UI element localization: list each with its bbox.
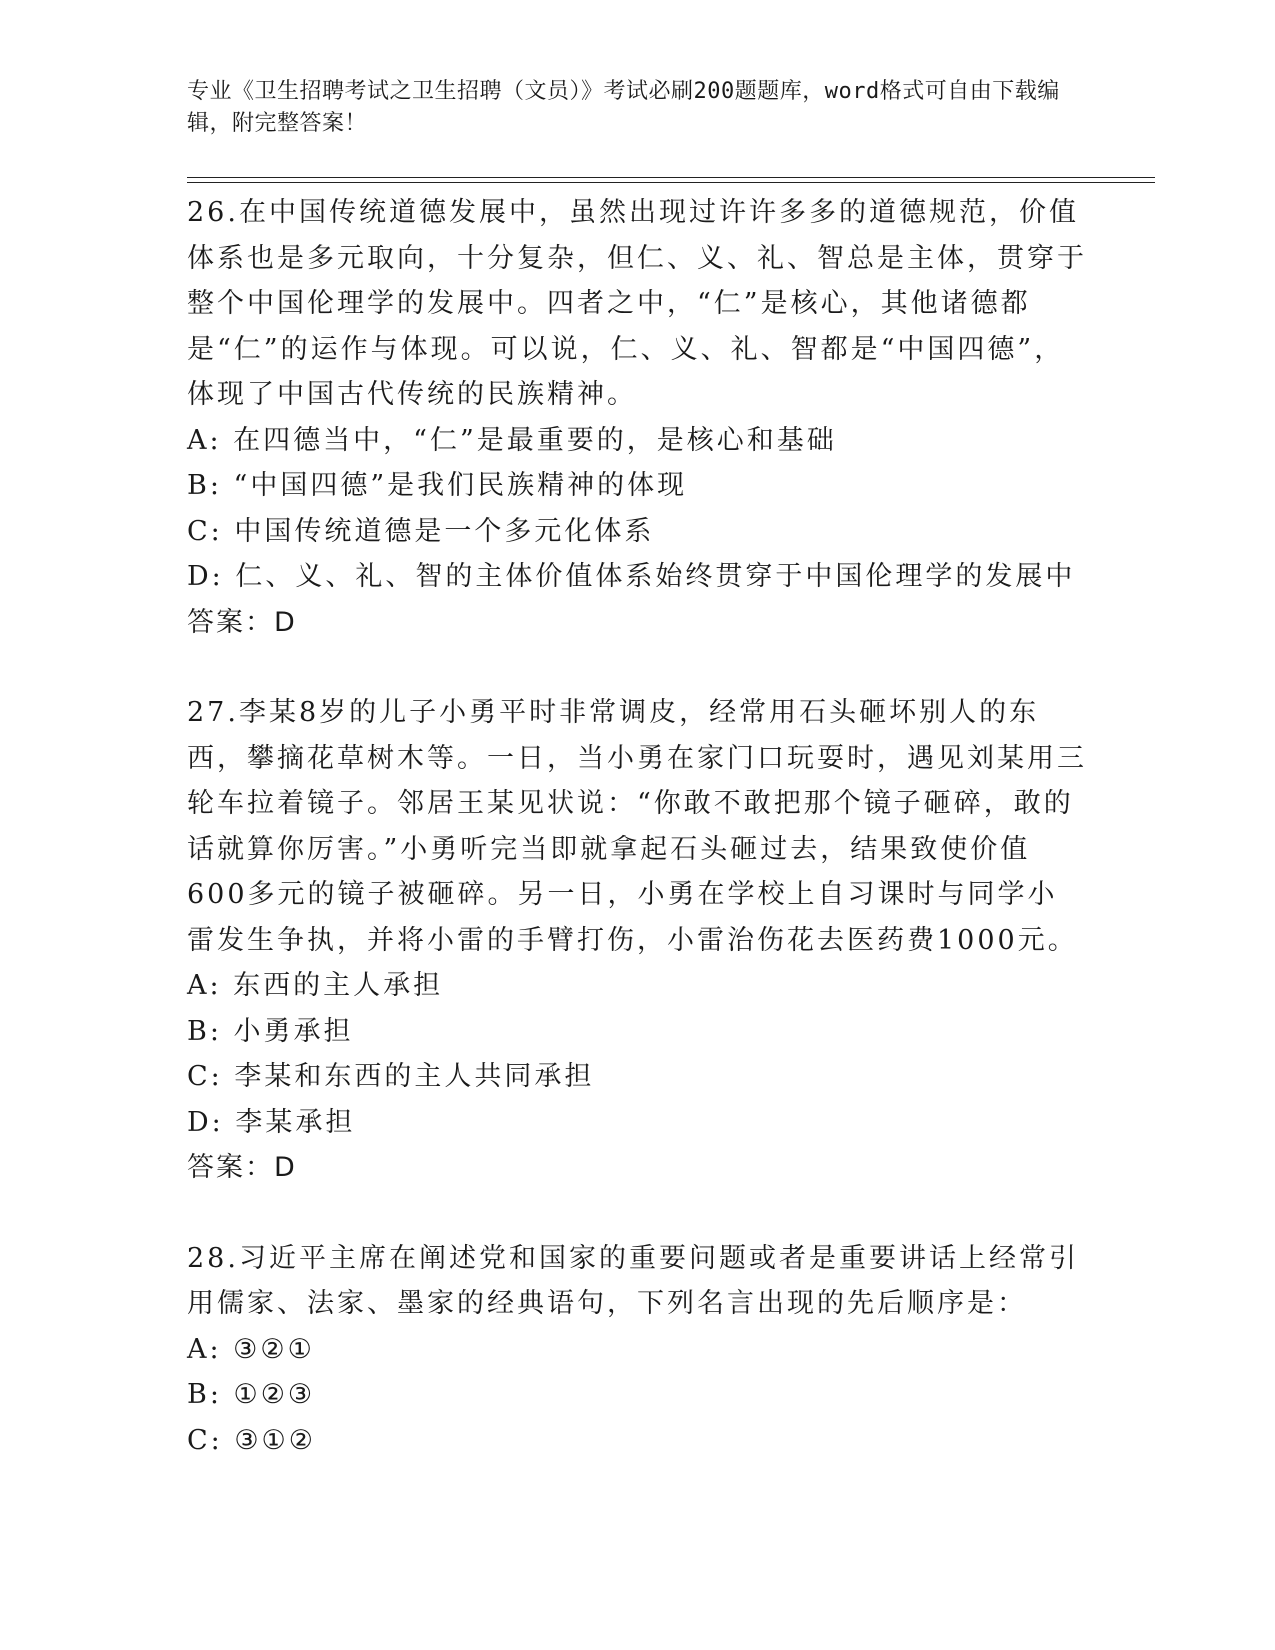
question-stem: 26.在中国传统道德发展中，虽然出现过许许多多的道德规范，价值体系也是多元取向，十分复杂，但仁、义、礼、智总是主体，贯穿于整个中国伦理学的发展中。四者之中，“仁”是核心，其他诸德都是“仁”的运作与体现。可以说，仁、义、礼、智都是“中国四德”，体现了中国古代传统的民族精神。: [187, 197, 1087, 410]
option-a: A: 在四德当中，“仁”是最重要的，是核心和基础: [187, 424, 837, 456]
document-header: 专业《卫生招聘考试之卫生招聘（文员）》考试必刷200题题库，word格式可自由下载编辑，附完整答案！: [187, 79, 1060, 136]
option-b: B: 小勇承担: [187, 1015, 354, 1047]
option-c: C: ③①②: [187, 1424, 316, 1456]
question-27: [187, 690, 1087, 1191]
question-28: [187, 1236, 1087, 1464]
option-b: B: “中国四德”是我们民族精神的体现: [187, 470, 688, 501]
question-list: [187, 190, 1087, 1508]
option-c: C: 李某和东西的主人共同承担: [187, 1061, 595, 1092]
option-a: A: ③②①: [187, 1333, 315, 1365]
option-b: B: ①②③: [187, 1379, 316, 1410]
question-stem: 27.李某8岁的儿子小勇平时非常调皮，经常用石头砸坏别人的东西，攀摘花草树木等。一日，当小勇在家门口玩耍时，遇见刘某用三轮车拉着镜子。邻居王某见状说：“你敢不敢把那个镜子砸碎，敢的话就算你厉害。”小勇听完当即就拿起石头砸过去，结果致使价值600多元的镜子被砸碎。另一日，小勇在学校上自习课时与同学小雷发生争执，并将小雷的手臂打伤，小雷治伤花去医药费1000元。: [187, 697, 1087, 956]
question-stem: 28.习近平主席在阐述党和国家的重要问题或者是重要讲话上经常引用儒家、法家、墨家的经典语句，下列名言出现的先后顺序是：: [187, 1242, 1079, 1319]
answer-text: 答案：D: [187, 606, 297, 638]
option-c: C: 中国传统道德是一个多元化体系: [187, 515, 655, 547]
answer-text: 答案：D: [187, 1152, 297, 1183]
option-d: D: 李某承担: [187, 1106, 356, 1138]
header-divider-top: [187, 177, 1155, 178]
option-d: D: 仁、义、礼、智的主体价值体系始终贯穿于中国伦理学的发展中: [187, 561, 1076, 592]
header-divider-bottom: [187, 182, 1155, 183]
question-26: [187, 190, 1087, 645]
option-a: A: 东西的主人承担: [187, 970, 444, 1001]
